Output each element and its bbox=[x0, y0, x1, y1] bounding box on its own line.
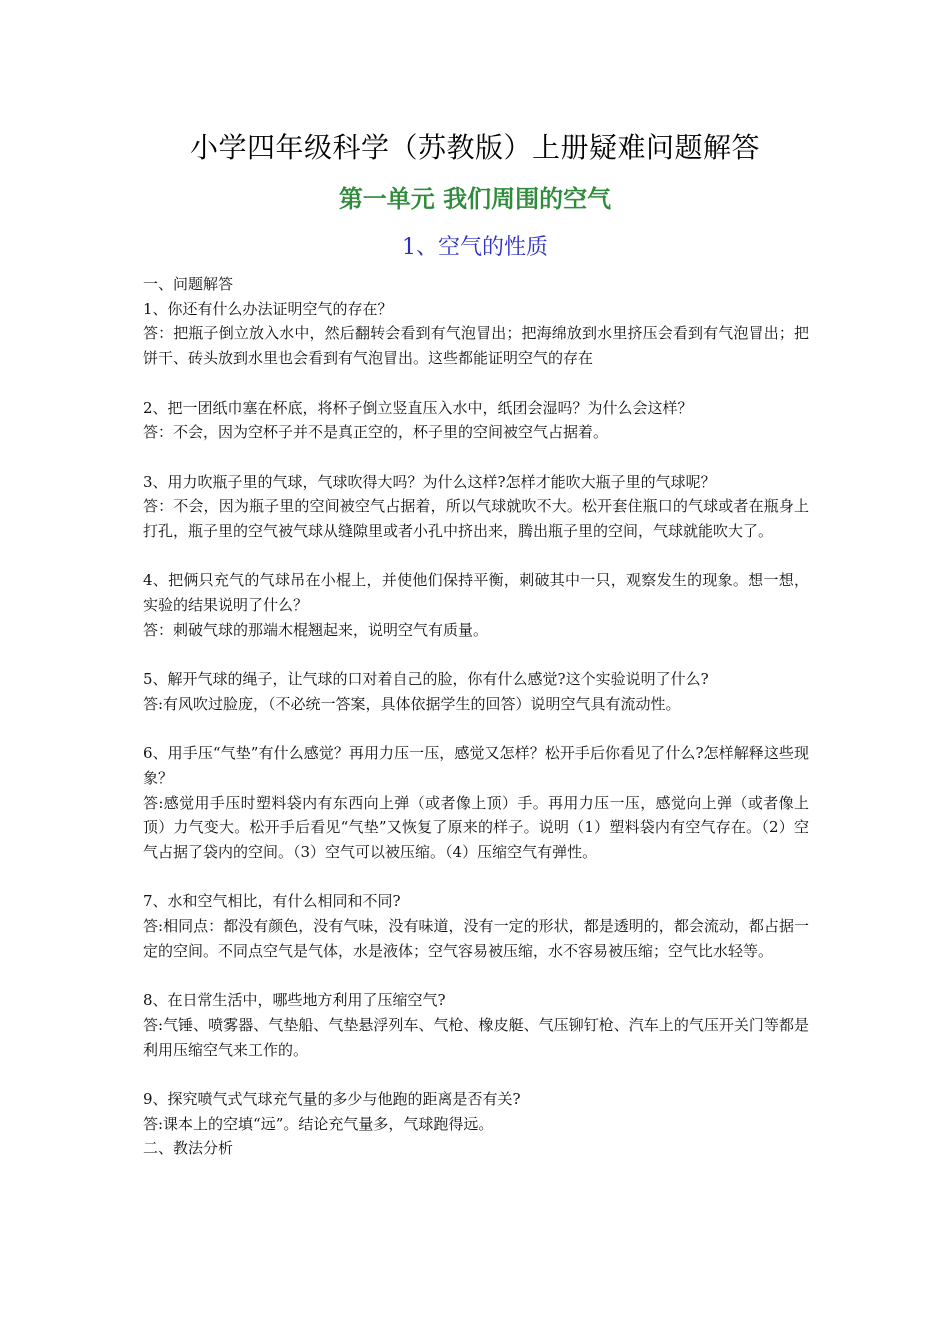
answer-2: 答：不会，因为空杯子并不是真正空的，杯子里的空间被空气占据着。 bbox=[143, 423, 609, 442]
section-heading-qa: 一、问题解答 bbox=[143, 275, 234, 293]
answer-1: 答：把瓶子倒立放入水中，然后翻转会看到有气泡冒出；把海绵放到水里挤压会看到有气泡冒出；把饼干、砖头放到水里也会看到有气泡冒出。这些都能证明空气的存在 bbox=[143, 324, 809, 368]
question-4: 4、把俩只充气的气球吊在小棍上，并使他们保持平衡，刺破其中一只，观察发生的现象。想一想，实验的结果说明了什么？ bbox=[143, 571, 809, 615]
paragraph-gap bbox=[143, 1062, 809, 1087]
question-6: 6、用手压“气垫”有什么感觉？再用力压一压，感觉又怎样？松开手后你看见了什么?怎样解释这些现象？ bbox=[143, 744, 809, 787]
answer-5: 答:有风吹过脸庞，（不必统一答案，具体依据学生的回答）说明空气具有流动性。 bbox=[143, 694, 681, 713]
paragraph-gap bbox=[143, 445, 809, 470]
question-7: 7、水和空气相比，有什么相同和不同? bbox=[143, 892, 401, 911]
document-title: 小学四年级科学（苏教版）上册疑难问题解答 bbox=[189, 131, 760, 164]
answer-4: 答：刺破气球的那端木棍翘起来，说明空气有质量。 bbox=[143, 620, 489, 639]
paragraph-gap bbox=[143, 544, 809, 569]
question-1: 1、你还有什么办法证明空气的存在？ bbox=[143, 299, 393, 318]
question-8: 8、在日常生活中，哪些地方利用了压缩空气? bbox=[143, 991, 446, 1010]
answer-7: 答:相同点：都没有颜色，没有气味，没有味道，没有一定的形状，都是透明的，都会流动，都占据一定的空间。不同点空气是气体，水是液体；空气容易被压缩，水不容易被压缩；空气比水轻等。 bbox=[143, 917, 809, 960]
paragraph-gap bbox=[143, 643, 809, 668]
question-2: 2、把一团纸巾塞在杯底，将杯子倒立竖直压入水中，纸团会湿吗？为什么会这样？ bbox=[143, 398, 693, 417]
question-5: 5、解开气球的绳子，让气球的口对着自己的脸，你有什么感觉?这个实验说明了什么? bbox=[143, 670, 709, 689]
document-body bbox=[143, 272, 809, 1161]
lesson-title: 1、空气的性质 bbox=[402, 235, 548, 260]
answer-3: 答：不会，因为瓶子里的空间被空气占据着，所以气球就吹不大。松开套住瓶口的气球或者在瓶身上打孔，瓶子里的空气被气球从缝隙里或者小孔中挤出来，腾出瓶子里的空间，气球就能吹大了。 bbox=[143, 497, 809, 540]
answer-9: 答:课本上的空填“远”。结论充气量多，气球跑得远。 bbox=[143, 1114, 494, 1133]
paragraph-gap bbox=[143, 371, 809, 396]
answer-8: 答:气锤、喷雾器、气垫船、气垫悬浮列车、气枪、橡皮艇、气压铆钉枪、汽车上的气压开关门等都是利用压缩空气来工作的。 bbox=[143, 1015, 809, 1059]
paragraph-gap bbox=[143, 964, 809, 989]
unit-title: 第一单元 我们周围的空气 bbox=[338, 185, 612, 213]
paragraph-gap bbox=[143, 717, 809, 742]
section-heading-teaching: 二、教法分析 bbox=[143, 1139, 234, 1158]
answer-6: 答:感觉用手压时塑料袋内有东西向上弹（或者像上顶）手。再用力压一压，感觉向上弹（或者像上顶）力气变大。松开手后看见“气垫”又恢复了原来的样子。说明（1）塑料袋内有空气存在。（2）空气占据了袋内的空间。（3）空气可以被压缩。（4）压缩空气有弹性。 bbox=[143, 793, 809, 862]
question-3: 3、用力吹瓶子里的气球，气球吹得大吗？为什么这样?怎样才能吹大瓶子里的气球呢？ bbox=[143, 472, 716, 491]
question-9: 9、探究喷气式气球充气量的多少与他跑的距离是否有关? bbox=[143, 1090, 521, 1109]
paragraph-gap bbox=[143, 865, 809, 890]
